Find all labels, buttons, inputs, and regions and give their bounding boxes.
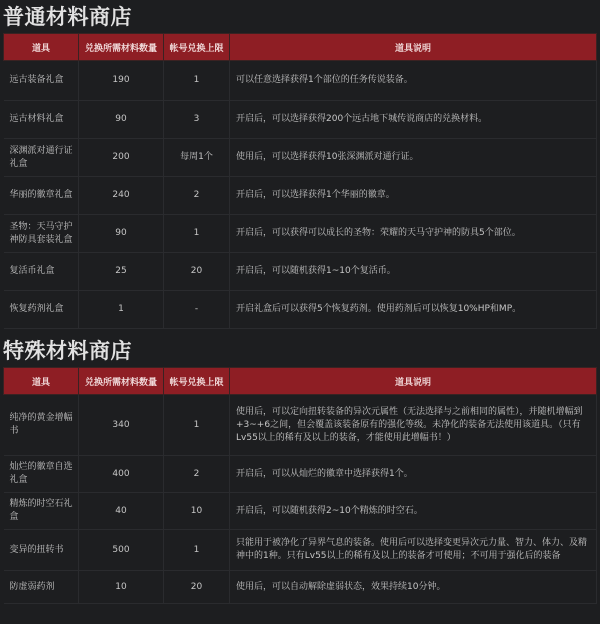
item-limit: 2 xyxy=(164,177,230,215)
item-name: 深渊派对通行证礼盒 xyxy=(4,139,79,177)
table-header-row xyxy=(4,34,597,61)
table-row xyxy=(4,291,597,329)
item-name: 远古材料礼盒 xyxy=(4,101,79,139)
header-limit: 帐号兑换上限 xyxy=(164,368,230,395)
table-row xyxy=(4,139,597,177)
item-limit: 1 xyxy=(164,530,230,571)
table-row xyxy=(4,253,597,291)
header-item: 道具 xyxy=(4,34,79,61)
item-name: 圣物：天马守护神防具套装礼盒 xyxy=(4,215,79,253)
item-desc: 开启后，可以随机获得2~10个精炼的时空石。 xyxy=(230,493,597,530)
special-shop-table xyxy=(3,367,597,604)
header-desc: 道具说明 xyxy=(230,34,597,61)
table-row xyxy=(4,215,597,253)
header-cost: 兑换所需材料数量 xyxy=(79,368,164,395)
item-limit: 10 xyxy=(164,493,230,530)
item-desc: 使用后，可以自动解除虚弱状态，效果持续10分钟。 xyxy=(230,571,597,604)
item-cost: 40 xyxy=(79,493,164,530)
header-item: 道具 xyxy=(4,368,79,395)
header-cost: 兑换所需材料数量 xyxy=(79,34,164,61)
item-name: 防虚弱药剂 xyxy=(4,571,79,604)
item-name: 华丽的徽章礼盒 xyxy=(4,177,79,215)
normal-shop-table xyxy=(3,33,597,329)
item-name: 远古装备礼盒 xyxy=(4,61,79,101)
item-desc: 使用后，可以选择获得10张深渊派对通行证。 xyxy=(230,139,597,177)
item-desc: 使用后，可以定向扭转装备的异次元属性（无法选择与之前相同的属性），并随机增幅到+3~+6之间，但会覆盖该装备原有的强化等级。未净化的装备无法使用该道具。（只有Lv55以上的稀有及以上的装备，才能使用此增幅书！） xyxy=(230,395,597,456)
item-cost: 340 xyxy=(79,395,164,456)
item-cost: 200 xyxy=(79,139,164,177)
table-row xyxy=(4,571,597,604)
table-row xyxy=(4,493,597,530)
item-limit: 20 xyxy=(164,571,230,604)
table-row xyxy=(4,456,597,493)
item-cost: 25 xyxy=(79,253,164,291)
item-desc: 开启后，可以获得可以成长的圣物：荣耀的天马守护神的防具5个部位。 xyxy=(230,215,597,253)
header-limit: 帐号兑换上限 xyxy=(164,34,230,61)
normal-shop-title: 普通材料商店 xyxy=(3,5,132,29)
table-row xyxy=(4,61,597,101)
item-desc: 开启后，可以从灿烂的徽章中选择获得1个。 xyxy=(230,456,597,493)
table-row xyxy=(4,530,597,571)
item-limit: 1 xyxy=(164,395,230,456)
item-cost: 500 xyxy=(79,530,164,571)
item-desc: 开启礼盒后可以获得5个恢复药剂。使用药剂后可以恢复10%HP和MP。 xyxy=(230,291,597,329)
item-desc: 开启后，可以选择获得1个华丽的徽章。 xyxy=(230,177,597,215)
table-row xyxy=(4,395,597,456)
item-desc: 开启后，可以随机获得1~10个复活币。 xyxy=(230,253,597,291)
item-cost: 400 xyxy=(79,456,164,493)
table-row xyxy=(4,101,597,139)
item-name: 复活币礼盒 xyxy=(4,253,79,291)
item-name: 纯净的黄金增幅书 xyxy=(4,395,79,456)
item-cost: 10 xyxy=(79,571,164,604)
item-name: 精炼的时空石礼盒 xyxy=(4,493,79,530)
item-desc: 可以任意选择获得1个部位的任务传说装备。 xyxy=(230,61,597,101)
item-cost: 1 xyxy=(79,291,164,329)
item-desc: 只能用于被净化了异界气息的装备。使用后可以选择变更异次元力量、智力、体力、及精神中的1种。只有Lv55以上的稀有及以上的装备才可使用；不可用于强化后的装备 xyxy=(230,530,597,571)
item-limit: 每周1个 xyxy=(164,139,230,177)
item-name: 变异的扭转书 xyxy=(4,530,79,571)
item-limit: 2 xyxy=(164,456,230,493)
item-limit: 1 xyxy=(164,61,230,101)
item-limit: 3 xyxy=(164,101,230,139)
item-cost: 190 xyxy=(79,61,164,101)
table-row xyxy=(4,177,597,215)
item-cost: 240 xyxy=(79,177,164,215)
item-limit: - xyxy=(164,291,230,329)
table-header-row xyxy=(4,368,597,395)
item-cost: 90 xyxy=(79,215,164,253)
item-name: 灿烂的徽章自选礼盒 xyxy=(4,456,79,493)
item-name: 恢复药剂礼盒 xyxy=(4,291,79,329)
special-shop-title: 特殊材料商店 xyxy=(3,339,132,363)
item-limit: 20 xyxy=(164,253,230,291)
header-desc: 道具说明 xyxy=(230,368,597,395)
item-limit: 1 xyxy=(164,215,230,253)
item-cost: 90 xyxy=(79,101,164,139)
item-desc: 开启后，可以选择获得200个远古地下城传说商店的兑换材料。 xyxy=(230,101,597,139)
